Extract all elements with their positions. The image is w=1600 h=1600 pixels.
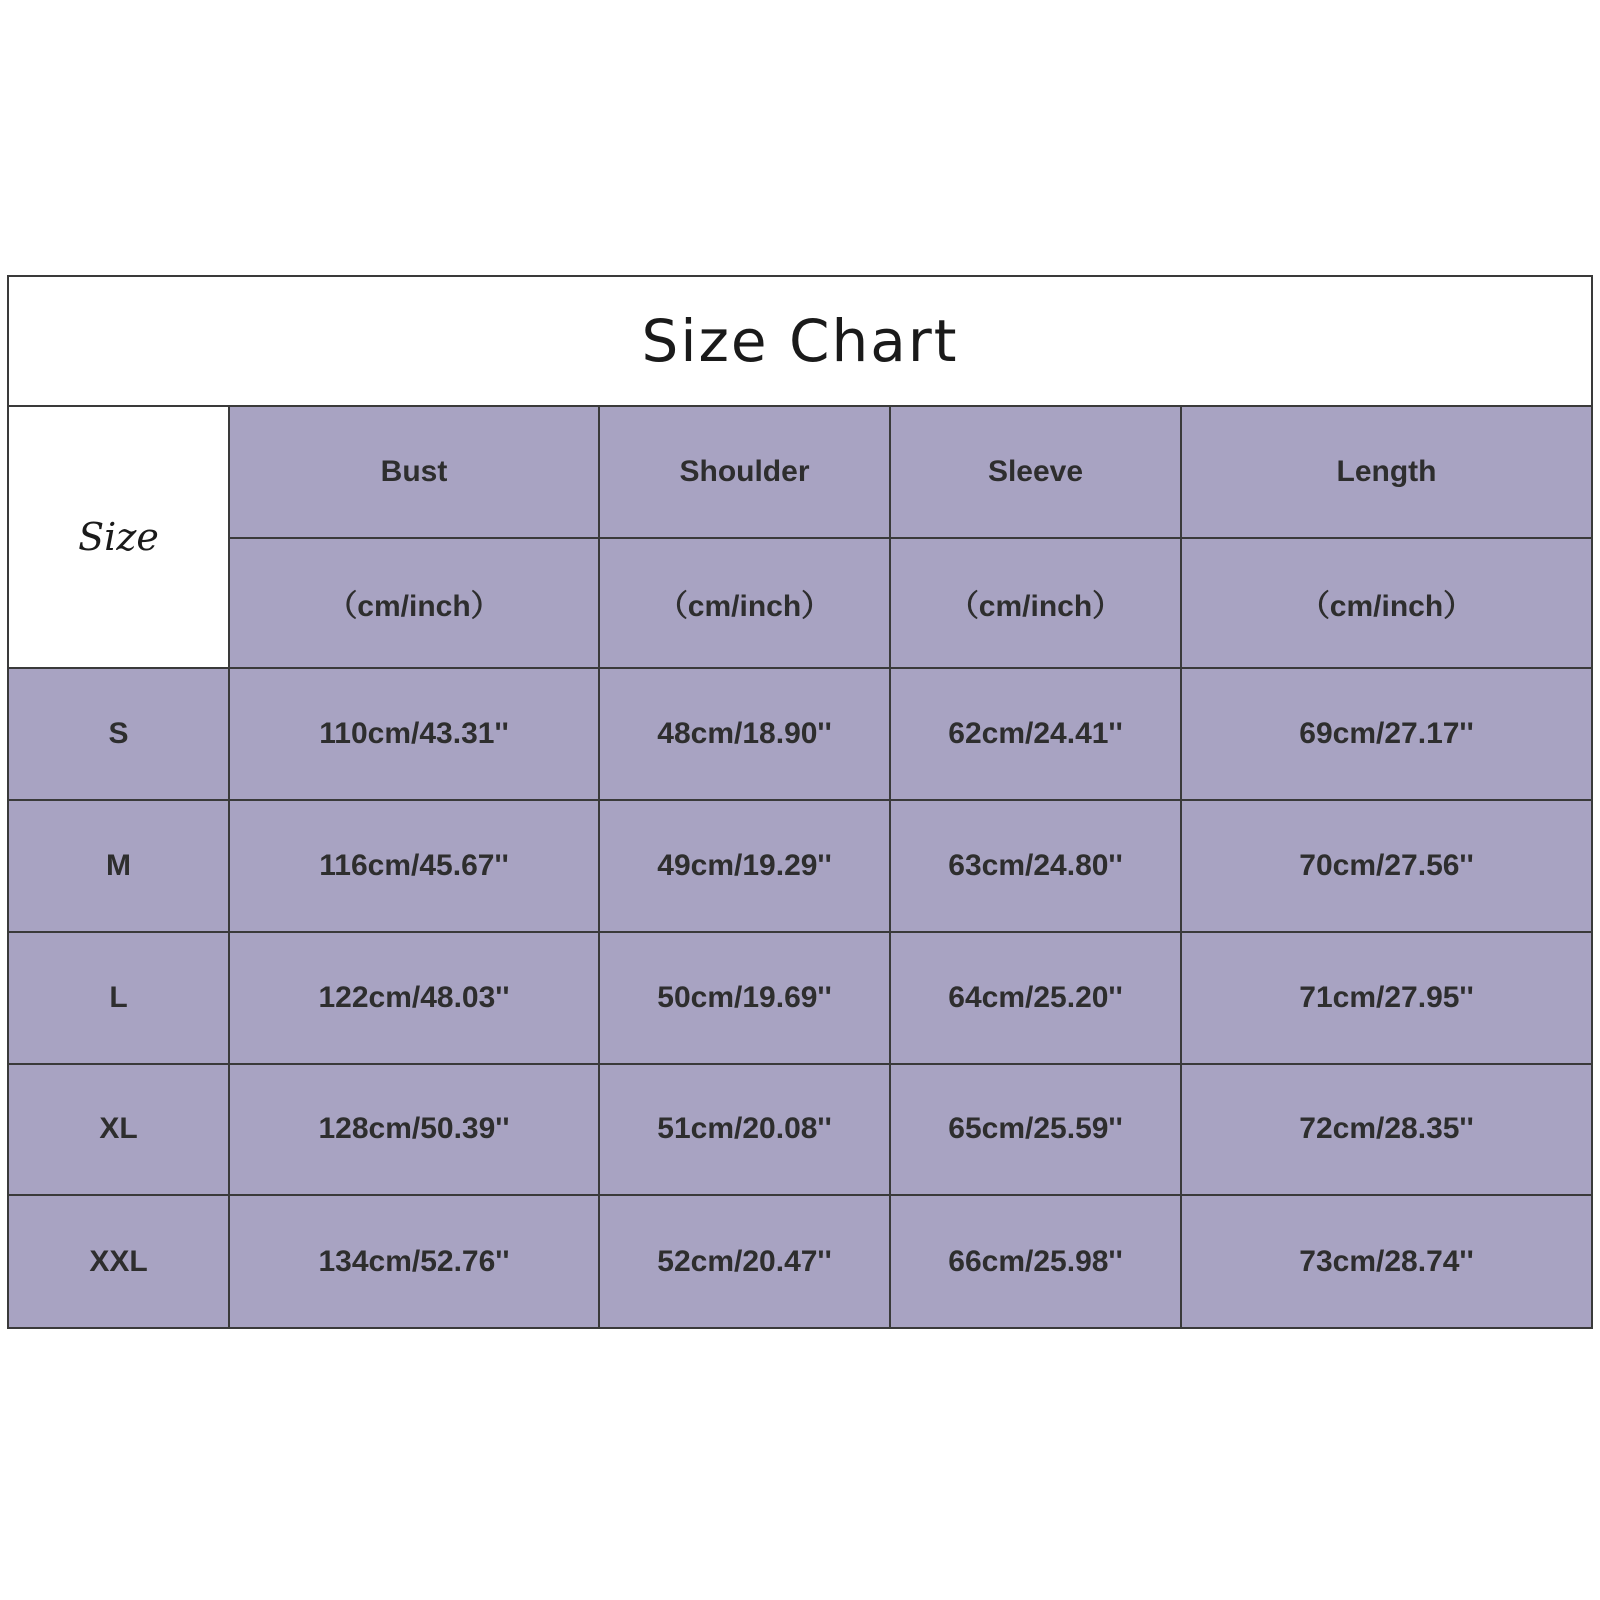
row-size-label: XXL xyxy=(9,1195,229,1327)
row-size-label: L xyxy=(9,932,229,1064)
column-unit-bust: （cm/inch） xyxy=(229,538,599,669)
size-chart xyxy=(7,275,1593,1329)
column-header-length: Length xyxy=(1181,407,1591,538)
cell-bust: 128cm/50.39'' xyxy=(229,1064,599,1196)
cell-length: 70cm/27.56'' xyxy=(1181,800,1591,932)
cell-bust: 122cm/48.03'' xyxy=(229,932,599,1064)
column-unit-shoulder: （cm/inch） xyxy=(599,538,890,669)
size-table xyxy=(9,407,1591,1327)
cell-length: 69cm/27.17'' xyxy=(1181,668,1591,800)
cell-bust: 110cm/43.31'' xyxy=(229,668,599,800)
row-size-label: M xyxy=(9,800,229,932)
column-unit-length: （cm/inch） xyxy=(1181,538,1591,669)
cell-length: 73cm/28.74'' xyxy=(1181,1195,1591,1327)
size-header: Size xyxy=(9,407,229,668)
cell-shoulder: 51cm/20.08'' xyxy=(599,1064,890,1196)
column-header-shoulder: Shoulder xyxy=(599,407,890,538)
cell-sleeve: 64cm/25.20'' xyxy=(890,932,1181,1064)
cell-shoulder: 49cm/19.29'' xyxy=(599,800,890,932)
table-row xyxy=(9,800,1591,932)
cell-sleeve: 62cm/24.41'' xyxy=(890,668,1181,800)
cell-sleeve: 63cm/24.80'' xyxy=(890,800,1181,932)
cell-length: 72cm/28.35'' xyxy=(1181,1064,1591,1196)
cell-shoulder: 50cm/19.69'' xyxy=(599,932,890,1064)
cell-sleeve: 66cm/25.98'' xyxy=(890,1195,1181,1327)
table-row xyxy=(9,668,1591,800)
row-size-label: XL xyxy=(9,1064,229,1196)
table-row xyxy=(9,1064,1591,1196)
cell-length: 71cm/27.95'' xyxy=(1181,932,1591,1064)
cell-bust: 134cm/52.76'' xyxy=(229,1195,599,1327)
chart-title: Size Chart xyxy=(9,277,1591,407)
column-unit-sleeve: （cm/inch） xyxy=(890,538,1181,669)
cell-bust: 116cm/45.67'' xyxy=(229,800,599,932)
table-row xyxy=(9,1195,1591,1327)
cell-shoulder: 48cm/18.90'' xyxy=(599,668,890,800)
table-row xyxy=(9,932,1591,1064)
column-header-sleeve: Sleeve xyxy=(890,407,1181,538)
cell-shoulder: 52cm/20.47'' xyxy=(599,1195,890,1327)
column-header-bust: Bust xyxy=(229,407,599,538)
row-size-label: S xyxy=(9,668,229,800)
cell-sleeve: 65cm/25.59'' xyxy=(890,1064,1181,1196)
